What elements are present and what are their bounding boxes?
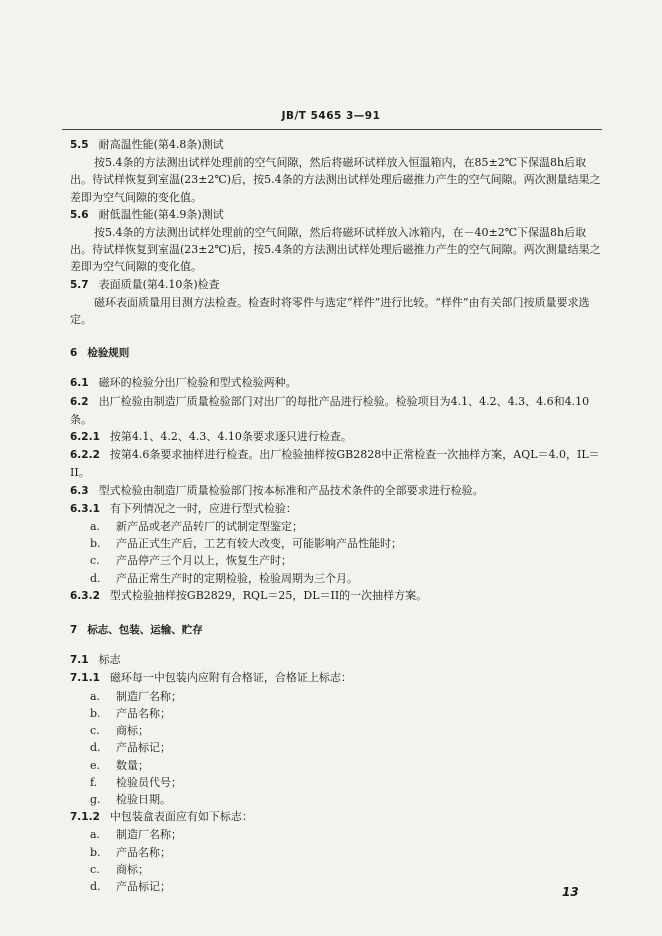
list-item <box>70 705 604 722</box>
section-5-6-body: 按5.4条的方法测出试样处理前的空气间隙，然后将磁环试样放入冰箱内，在－40±2℃下保温8h后取出。待试样恢复到室温(23±2℃)后，按5.4条的方法测出试样处理后磁推力产生的空气间隙。两次测量结果之差即为空气间隙的变化值。 <box>70 226 601 274</box>
list-item <box>70 688 604 705</box>
list-item <box>70 722 604 739</box>
chapter-number: 7 <box>70 624 78 637</box>
list-label: b. <box>90 706 101 720</box>
list-label: d. <box>90 571 101 585</box>
section-title: 耐低温性能(第4.9条)测试 <box>98 207 224 221</box>
list-text: 商标； <box>116 862 149 876</box>
list-text: 制造厂名称； <box>116 689 182 703</box>
list-label: c. <box>90 862 100 876</box>
clause-7-1 <box>70 651 604 669</box>
clause-number: 6.2 <box>70 395 89 408</box>
spacer <box>70 639 604 651</box>
clause-number: 6.2.2 <box>70 449 100 462</box>
chapter-number: 6 <box>70 347 78 360</box>
clause-text: 出厂检验由制造厂质量检验部门对出厂的每批产品进行检验。检验项目为4.1、4.2、4.3、4.6和4.10条。 <box>70 394 590 426</box>
section-5-5-body: 按5.4条的方法测出试样处理前的空气间隙，然后将磁环试样放入恒温箱内，在85±2℃下保温8h后取出。待试样恢复到室温(23±2℃)后，按5.4条的方法测出试样处理后磁推力产生的空气间隙。两次测量结果之差即为空气间隙的变化值。 <box>70 156 601 204</box>
clause-text: 按第4.6条要求抽样进行检查。出厂检验抽样按GB2828中正常检查一次抽样方案，AQL＝4.0，IL＝II。 <box>70 448 600 480</box>
list-label: d. <box>90 741 101 755</box>
list-item <box>70 826 604 843</box>
clause-text: 标志 <box>98 653 121 667</box>
list-item <box>70 570 604 587</box>
clause-text: 型式检验抽样按GB2829，RQL＝25，DL＝II的一次抽样方案。 <box>109 588 428 602</box>
list-item <box>70 518 604 535</box>
header-rule <box>62 129 602 130</box>
clause-6-3-2 <box>70 587 604 605</box>
list-label: a. <box>90 689 101 703</box>
section-5-5-heading <box>70 136 604 154</box>
list-item <box>70 774 604 791</box>
list-text: 新产品或老产品转厂的试制定型鉴定； <box>116 520 303 534</box>
clause-6-2-2 <box>70 446 604 481</box>
clause-6-3-1 <box>70 500 604 518</box>
clause-6-3 <box>70 482 604 500</box>
clause-number: 7.1.1 <box>70 672 100 685</box>
list-text: 制造厂名称； <box>116 828 182 842</box>
clause-number: 7.1 <box>70 654 89 667</box>
list-item <box>70 844 604 861</box>
list-label: b. <box>90 537 101 551</box>
clause-number: 7.1.2 <box>70 811 100 824</box>
list-label: a. <box>90 520 101 534</box>
section-number: 5.6 <box>70 208 89 221</box>
list-label: f. <box>90 775 98 789</box>
list-label: c. <box>90 554 100 568</box>
list-text: 产品标记； <box>116 741 171 755</box>
list-item <box>70 878 604 895</box>
clause-text: 型式检验由制造厂质量检验部门按本标准和产品技术条件的全部要求进行检验。 <box>98 483 484 497</box>
section-number: 5.7 <box>70 278 89 291</box>
list-text: 产品标记； <box>116 879 171 893</box>
clause-7-1-1 <box>70 669 604 687</box>
clause-text: 中包装盒表面应有如下标志： <box>109 810 253 824</box>
list-text: 商标； <box>116 724 149 738</box>
spacer <box>70 328 604 344</box>
clause-text: 磁环的检验分出厂检验和型式检验两种。 <box>98 376 297 390</box>
list-label: a. <box>90 828 101 842</box>
chapter-7-heading <box>70 621 604 639</box>
clause-text: 按第4.1、4.2、4.3、4.10条要求逐只进行检查。 <box>109 430 352 444</box>
clause-6-2 <box>70 393 604 428</box>
list-text: 产品正式生产后，工艺有较大改变，可能影响产品性能时； <box>116 537 402 551</box>
list-label: c. <box>90 724 100 738</box>
clause-number: 6.1 <box>70 377 89 390</box>
chapter-title: 标志、包装、运输、贮存 <box>87 624 203 637</box>
list-item <box>70 552 604 569</box>
clause-text: 有下列情况之一时，应进行型式检验： <box>109 501 297 515</box>
list-label: e. <box>90 758 101 772</box>
chapter-6-heading <box>70 344 604 362</box>
section-number: 5.5 <box>70 139 89 151</box>
clause-6-2-1 <box>70 428 604 446</box>
list-text: 产品停产三个月以上，恢复生产时； <box>116 554 292 568</box>
page-body <box>70 136 604 895</box>
list-label: d. <box>90 879 101 893</box>
clause-number: 6.2.1 <box>70 431 100 444</box>
list-item <box>70 861 604 878</box>
spacer <box>70 605 604 621</box>
clause-7-1-2 <box>70 808 604 826</box>
section-5-7-body: 磁环表面质量用目测方法检查。检查时将零件与选定“样件”进行比较。“样件”由有关部门按质量要求选定。 <box>70 295 590 327</box>
list-text: 检验员代号； <box>116 775 182 789</box>
section-title: 耐高温性能(第4.8条)测试 <box>98 138 224 151</box>
list-item <box>70 757 604 774</box>
list-item <box>70 739 604 756</box>
page-header: JB/T 5465 3—91 <box>281 110 381 122</box>
clause-number: 6.3.1 <box>70 502 100 515</box>
chapter-title: 检验规则 <box>87 347 130 360</box>
list-text: 数量； <box>116 758 149 772</box>
section-title: 表面质量(第4.10条)检查 <box>98 277 220 291</box>
list-item <box>70 535 604 552</box>
clause-6-1 <box>70 374 604 392</box>
list-text: 产品正常生产时的定期检验，检验周期为三个月。 <box>116 571 358 585</box>
list-text: 产品名称； <box>116 845 171 859</box>
list-text: 检验日期。 <box>116 792 171 806</box>
clause-text: 磁环每一中包装内应附有合格证，合格证上标志： <box>109 671 352 685</box>
clause-number: 6.3 <box>70 484 89 497</box>
list-label: b. <box>90 845 101 859</box>
spacer <box>70 362 604 374</box>
section-5-6-heading <box>70 206 604 224</box>
section-5-7-heading <box>70 276 604 294</box>
list-label: g. <box>90 792 101 806</box>
page-number: 13 <box>562 885 579 899</box>
list-text: 产品名称； <box>116 706 171 720</box>
clause-number: 6.3.2 <box>70 589 100 602</box>
list-item <box>70 791 604 808</box>
